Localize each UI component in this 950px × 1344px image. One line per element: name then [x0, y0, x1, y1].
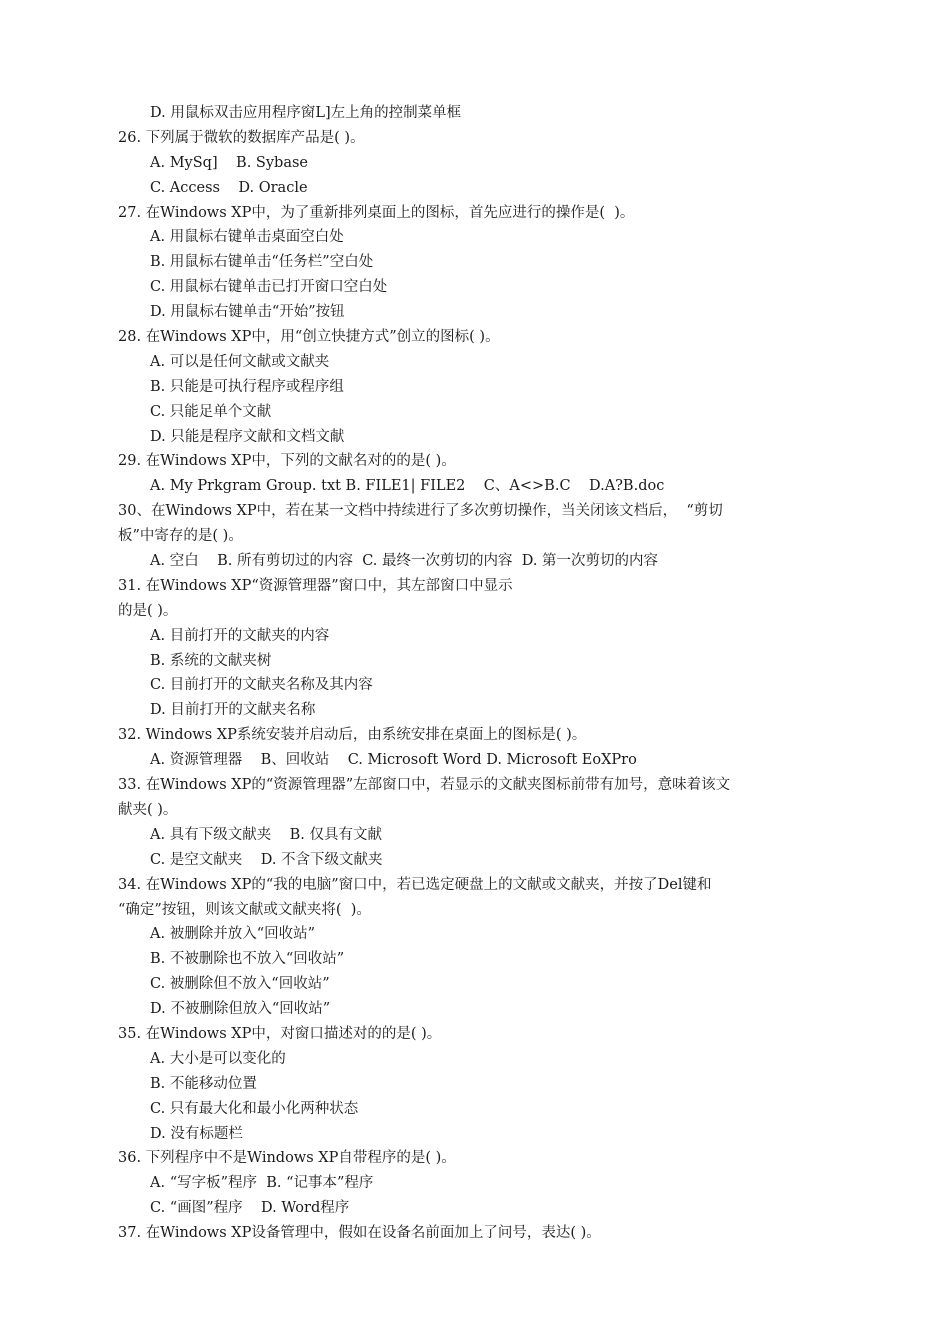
answer-option-line: A. 用鼠标右键单击桌面空白处: [150, 229, 344, 246]
answer-option-line: A. My Prkgram Group. txt B. FILE1| FILE2 C、A<>B.C D.A?B.doc: [150, 478, 665, 495]
answer-option-line: C. 目前打开的文献夹名称及其内容: [150, 677, 373, 694]
answer-option-line: B. 不被删除也不放入“回收站”: [150, 951, 345, 968]
answer-option-line: B. 只能是可执行程序或程序组: [150, 378, 344, 395]
question-line: 34. 在Windows XP的“我的电脑”窗口中，若已选定硬盘上的文献或文献夹，并按了Del键和: [118, 876, 712, 893]
question-line: 27. 在Windows XP中，为了重新排列桌面上的图标，首先应进行的操作是( )。: [118, 204, 635, 221]
question-line: 29. 在Windows XP中，下列的文献名对的的是( )。: [118, 453, 456, 470]
answer-option-line: D. 用鼠标右键单击“开始”按钮: [150, 304, 345, 321]
answer-option-line: D. 用鼠标双击应用程序窗L]左上角的控制菜单框: [150, 105, 462, 121]
answer-option-line: C. 被删除但不放入“回收站”: [150, 976, 330, 993]
answer-option-line: A. 被删除并放入“回收站”: [150, 926, 316, 943]
question-line: 31. 在Windows XP“资源管理器”窗口中，其左部窗口中显示: [118, 577, 513, 594]
answer-option-line: D. 没有标题栏: [150, 1125, 243, 1142]
question-line: 37. 在Windows XP设备管理中，假如在设备名前面加上了问号，表达( )。: [118, 1225, 601, 1242]
answer-option-line: A. 具有下级文献夹 B. 仅具有文献: [150, 826, 382, 843]
question-line: 33. 在Windows XP的“资源管理器”左部窗口中，若显示的文献夹图标前带有加号，意味着该文: [118, 777, 731, 794]
answer-option-line: D. 目前打开的文献夹名称: [150, 702, 316, 719]
question-line: 35. 在Windows XP中，对窗口描述对的的是( )。: [118, 1025, 442, 1042]
question-line: 28. 在Windows XP中，用“创立快捷方式”创立的图标( )。: [118, 329, 500, 346]
answer-option-line: C. 只有最大化和最小化两种状态: [150, 1100, 359, 1117]
answer-option-line: C. 是空文献夹 D. 不含下级文献夹: [150, 851, 383, 868]
answer-option-line: A. MySq] B. Sybase: [150, 154, 308, 171]
question-list: [118, 101, 838, 1246]
question-line: 的是( )。: [118, 602, 178, 619]
answer-option-line: C. 用鼠标右键单击已打开窗口空白处: [150, 279, 388, 296]
question-line: 板”中寄存的是( )。: [118, 528, 243, 545]
answer-option-line: A. “写字板”程序 B. “记事本”程序: [150, 1175, 374, 1192]
question-line: 32. Windows XP系统安装并启动后，由系统安排在桌面上的图标是( )。: [118, 727, 587, 744]
answer-option-line: D. 不被删除但放入“回收站”: [150, 1001, 331, 1018]
answer-option-line: C. “画图”程序 D. Word程序: [150, 1200, 350, 1217]
answer-option-line: C. 只能足单个文献: [150, 403, 272, 420]
question-line: 26. 下列属于微软的数据库产品是( )。: [118, 129, 365, 146]
answer-option-line: D. 只能是程序文献和文档文献: [150, 428, 345, 445]
question-line: 30、在Windows XP中，若在某一文档中持续进行了多次剪切操作，当关闭该文档后， “剪切: [118, 503, 723, 520]
question-line: 36. 下列程序中不是Windows XP自带程序的是( )。: [118, 1150, 456, 1167]
answer-option-line: B. 不能移动位置: [150, 1075, 257, 1092]
answer-option-line: A. 资源管理器 B、回收站 C. Microsoft Word D. Microsoft EoXPro: [150, 752, 637, 769]
answer-option-line: A. 可以是任何文献或文献夹: [150, 353, 330, 370]
question-line: “确定”按钮，则该文献或文献夹将( )。: [118, 901, 371, 918]
question-line: 献夹( )。: [118, 801, 178, 818]
answer-option-line: A. 目前打开的文献夹的内容: [150, 627, 330, 644]
answer-option-line: A. 空白 B. 所有剪切过的内容 C. 最终一次剪切的内容 D. 第一次剪切的内容: [150, 553, 659, 570]
answer-option-line: B. 用鼠标右键单击“任务栏”空白处: [150, 254, 374, 271]
answer-option-line: C. Access D. Oracle: [150, 179, 308, 196]
answer-option-line: A. 大小是可以变化的: [150, 1050, 286, 1067]
answer-option-line: B. 系统的文献夹树: [150, 652, 272, 669]
